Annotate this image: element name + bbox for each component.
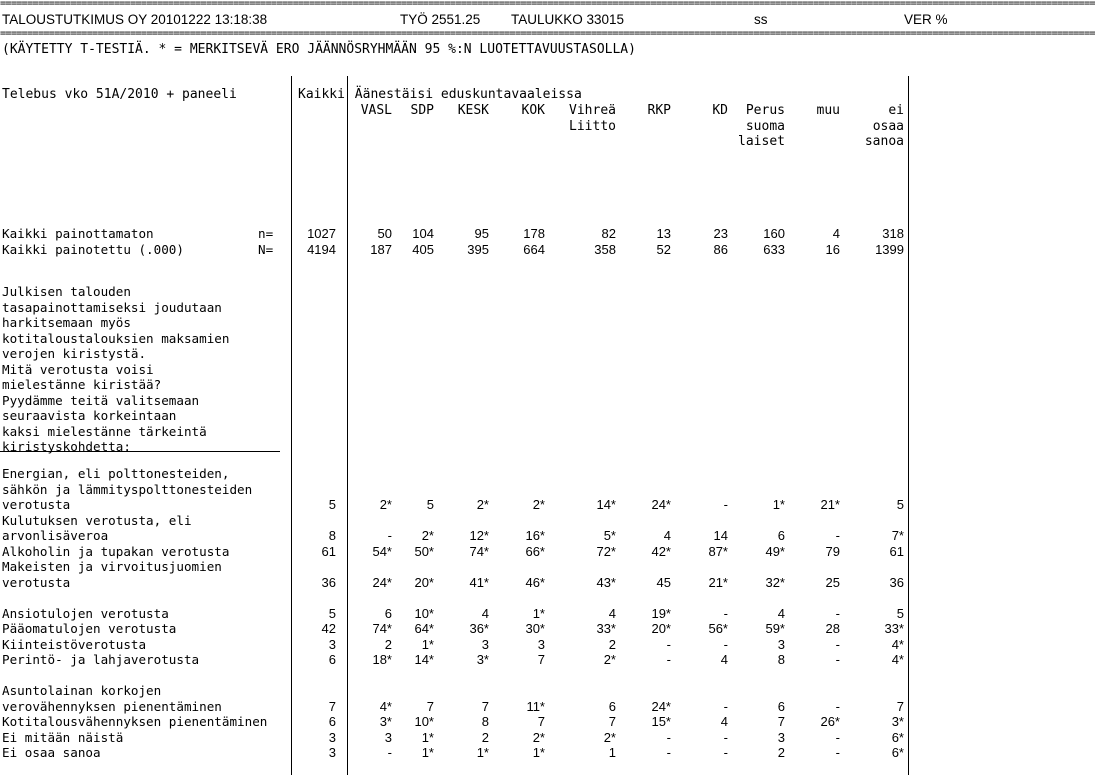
table-row (0, 559, 960, 575)
value-cell: 6 (328, 652, 336, 667)
row-label: Ei mitään näistä (2, 729, 124, 745)
value-cell: 6 (777, 698, 785, 714)
column-header: KD (712, 103, 728, 118)
value-cell: 64* (414, 621, 434, 636)
value-cell: 24* (372, 574, 392, 590)
value-cell: 7 (537, 714, 545, 729)
value-cell: 1* (532, 745, 545, 760)
value-cell: 19* (651, 605, 671, 621)
value-cell: 7 (777, 714, 785, 729)
question-line: kaksi mielestänne tärkeintä (2, 423, 207, 439)
value-cell: 61 (889, 543, 904, 559)
value-cell: 1* (421, 745, 434, 760)
value-cell: 50* (414, 543, 434, 559)
value-cell: - (387, 528, 392, 543)
row-label: verotusta (2, 497, 71, 512)
value-cell: 664 (523, 241, 545, 257)
value-cell: 95 (474, 226, 489, 241)
value-cell: 5 (426, 497, 434, 512)
value-cell: 86 (713, 241, 728, 257)
org-timestamp: TALOUSTUTKIMUS OY 20101222 13:18:38 (2, 12, 268, 27)
value-cell: 21* (708, 574, 728, 590)
value-cell: 4 (832, 226, 840, 241)
value-cell: 6 (384, 605, 392, 621)
value-cell: - (835, 729, 840, 745)
value-cell: 4* (379, 698, 392, 714)
column-header: SDP (410, 103, 434, 118)
table-row (0, 242, 960, 258)
value-cell: 61 (321, 543, 336, 559)
value-cell: 3* (891, 714, 904, 729)
value-cell: 3 (328, 745, 336, 760)
value-cell: 24* (651, 497, 671, 512)
value-cell: 6* (891, 729, 904, 745)
value-cell: 3 (777, 636, 785, 652)
row-label: Perintö- ja lahjaverotusta (2, 652, 200, 667)
table-row (0, 497, 960, 513)
value-cell: 16* (525, 528, 545, 543)
question-line: kiristyskohdetta: (2, 439, 131, 454)
table-row (0, 652, 960, 668)
value-cell: 1* (772, 497, 785, 512)
row-label: Asuntolainan korkojen (2, 683, 162, 698)
value-cell: 18* (372, 652, 392, 667)
bottom-separator: ========================================================================================================================================================================================================== (0, 28, 1095, 39)
value-cell: 2 (777, 745, 785, 760)
row-label: Kotitalousvähennyksen pienentäminen (2, 714, 268, 729)
value-cell: 26* (820, 714, 840, 729)
value-cell: - (835, 528, 840, 543)
value-cell: 46* (525, 574, 545, 590)
value-cell: 10* (414, 714, 434, 729)
question-line: verojen kiristystä. (2, 346, 147, 361)
value-cell: 13 (656, 226, 671, 241)
value-cell: 7 (481, 698, 489, 714)
value-cell: 16 (825, 241, 840, 257)
table-row (0, 606, 960, 622)
value-cell: 10* (414, 605, 434, 621)
value-cell: 3 (537, 636, 545, 652)
value-cell: 4 (663, 528, 671, 543)
value-cell: 59* (765, 621, 785, 636)
value-cell: 21* (820, 497, 840, 512)
value-cell: 33* (884, 621, 904, 636)
value-cell: 4* (891, 636, 904, 652)
question-line: seuraavista korkeintaan (2, 408, 177, 423)
value-cell: 54* (372, 543, 392, 559)
table-row (0, 637, 960, 653)
value-cell: - (835, 745, 840, 760)
value-cell: 8 (328, 528, 336, 543)
value-cell: 187 (370, 241, 392, 257)
value-cell: 2 (384, 636, 392, 652)
value-cell: 6 (608, 698, 616, 714)
value-cell: 36* (469, 621, 489, 636)
table-row (0, 714, 960, 730)
table-row (0, 730, 960, 746)
question-line: Pyydämme teitä valitsemaan (2, 392, 200, 408)
count-label: n= (258, 226, 274, 241)
value-cell: 56* (708, 621, 728, 636)
value-cell: 2* (421, 528, 434, 543)
row-label: verovähennyksen pienentäminen (2, 698, 222, 714)
row-label: Pääomatulojen verotusta (2, 621, 177, 636)
row-label: Ansiotulojen verotusta (2, 605, 169, 621)
value-cell: - (723, 605, 728, 621)
table-row (0, 621, 960, 637)
value-cell: 4 (720, 714, 728, 729)
value-cell: 24* (651, 698, 671, 714)
row-label: Ei osaa sanoa (2, 745, 101, 760)
value-cell: 7 (537, 652, 545, 667)
value-cell: 1399 (875, 241, 904, 257)
value-cell: 25 (825, 574, 840, 590)
value-cell: 4 (481, 605, 489, 621)
job-number: TYÖ 2551.25 (400, 12, 481, 27)
value-cell: 7 (328, 698, 336, 714)
row-label: Kaikki painottamaton (2, 226, 154, 241)
column-header: KESK (457, 103, 489, 118)
value-cell: 43* (596, 574, 616, 590)
value-cell: 4* (891, 652, 904, 667)
value-cell: 178 (523, 226, 545, 241)
value-cell: - (666, 745, 671, 760)
table-row (0, 668, 960, 684)
value-cell: 72* (596, 543, 616, 559)
value-cell: 74* (469, 543, 489, 559)
question-line: tasapainottamiseksi joudutaan (2, 299, 222, 315)
value-cell: - (723, 636, 728, 652)
value-cell: 82 (601, 226, 616, 241)
value-cell: 14* (596, 497, 616, 512)
value-cell: 20* (651, 621, 671, 636)
table-row (0, 513, 960, 529)
value-cell: 318 (882, 226, 904, 241)
value-cell: 2* (532, 497, 545, 512)
version-label: VER % (904, 12, 948, 27)
value-cell: 42* (651, 543, 671, 559)
value-cell: - (723, 497, 728, 512)
value-cell: 4194 (307, 241, 336, 257)
column-header: muu (816, 103, 840, 118)
table-row (0, 528, 960, 544)
value-cell: 5 (328, 497, 336, 512)
value-cell: 4 (720, 652, 728, 667)
value-cell: 4 (608, 605, 616, 621)
value-cell: 5 (896, 605, 904, 621)
value-cell: 2* (476, 497, 489, 512)
value-cell: 3 (384, 729, 392, 745)
value-cell: 104 (412, 226, 434, 241)
table-row (0, 482, 960, 498)
value-cell: 8 (481, 714, 489, 729)
value-cell: 1 (608, 745, 616, 760)
value-cell: 5 (896, 497, 904, 512)
value-cell: 3 (481, 636, 489, 652)
value-cell: 11* (526, 698, 545, 714)
value-cell: 42 (321, 621, 336, 636)
value-cell: 49* (765, 543, 785, 559)
value-cell: 87* (708, 543, 728, 559)
value-cell: 633 (763, 241, 785, 257)
value-cell: 7 (608, 714, 616, 729)
value-cell: 405 (412, 241, 434, 257)
table-row (0, 745, 960, 761)
value-cell: 36 (321, 574, 336, 590)
value-cell: 1027 (307, 226, 336, 241)
value-cell: 358 (594, 241, 616, 257)
row-label: Kiinteistöverotusta (2, 636, 147, 652)
value-cell: 15* (651, 714, 671, 729)
value-cell: 395 (467, 241, 489, 257)
column-header: RKP (647, 103, 671, 118)
value-cell: 14* (414, 652, 434, 667)
row-label: Kulutuksen verotusta, eli (2, 512, 192, 528)
table-title: Telebus vko 51A/2010 + paneeli (2, 87, 237, 102)
value-cell: 7* (891, 528, 904, 543)
question-line: mielestänne kiristää? (2, 377, 162, 392)
value-cell: - (723, 698, 728, 714)
value-cell: - (835, 698, 840, 714)
value-cell: 52 (656, 241, 671, 257)
value-cell: 32* (765, 574, 785, 590)
value-cell: 7 (896, 698, 904, 714)
value-cell: - (666, 636, 671, 652)
value-cell: 23 (713, 226, 728, 241)
value-cell: 8 (777, 652, 785, 667)
column-header: KOK (521, 103, 545, 118)
value-cell: 14 (713, 528, 728, 543)
question-line: Mitä verotusta voisi (2, 361, 154, 377)
table-row (0, 699, 960, 715)
value-cell: 2 (608, 636, 616, 652)
value-cell: 33* (596, 621, 616, 636)
total-column-label: Kaikki (298, 87, 345, 102)
row-label: sähkön ja lämmityspolttonesteiden (2, 481, 253, 497)
table-number: TAULUKKO 33015 (511, 12, 625, 27)
value-cell: - (723, 745, 728, 760)
value-cell: - (723, 729, 728, 745)
value-cell: 6 (777, 528, 785, 543)
value-cell: 1* (476, 745, 489, 760)
value-cell: 5 (328, 605, 336, 621)
value-cell: 30* (525, 621, 545, 636)
value-cell: 12* (469, 528, 489, 543)
value-cell: 3* (379, 714, 392, 729)
value-cell: 79 (825, 543, 840, 559)
value-cell: - (835, 652, 840, 667)
column-header: Vihreä Liitto (569, 103, 616, 134)
value-cell: 2* (532, 729, 545, 745)
value-cell: 1* (421, 729, 434, 745)
value-cell: 7 (426, 698, 434, 714)
group-header (298, 87, 582, 102)
value-cell: - (835, 636, 840, 652)
row-label: verotusta (2, 574, 71, 590)
row-label: Kaikki painotettu (.000) (2, 241, 184, 257)
value-cell: 20* (414, 574, 434, 590)
value-cell: - (666, 729, 671, 745)
value-cell: 74* (372, 621, 392, 636)
value-cell: 3 (777, 729, 785, 745)
value-cell: 6 (328, 714, 336, 729)
row-label: Makeisten ja virvoitusjuomien (2, 559, 222, 574)
value-cell: - (835, 605, 840, 621)
value-cell: 41* (469, 574, 489, 590)
value-cell: 3 (328, 636, 336, 652)
column-header: ei osaa sanoa (864, 103, 904, 149)
table-row (0, 575, 960, 591)
value-cell: 2* (379, 497, 392, 512)
count-label: N= (258, 241, 274, 257)
value-cell: 1* (532, 605, 545, 621)
question-line: harkitsemaan myös (2, 315, 131, 330)
value-cell: 45 (656, 574, 671, 590)
table-row (0, 590, 960, 606)
value-cell: 2 (481, 729, 489, 745)
question-line: kotitaloustalouksien maksamien (2, 330, 230, 346)
ss-label: ss (754, 12, 768, 27)
row-label: Alkoholin ja tupakan verotusta (2, 543, 230, 559)
top-separator: ========================================================================================================================================================================================================== (0, 0, 1095, 9)
table-row (0, 544, 960, 560)
row-label: Energian, eli polttonesteiden, (2, 466, 230, 481)
value-cell: 1* (421, 636, 434, 652)
group-subtitle: Äänestäisi eduskuntavaaleissa (354, 87, 582, 102)
table-row (0, 466, 960, 482)
value-cell: - (387, 745, 392, 760)
table-row (0, 226, 960, 242)
column-header: VASL (360, 103, 392, 118)
table-row (0, 683, 960, 699)
value-cell: 28 (825, 621, 840, 636)
value-cell: - (666, 652, 671, 667)
value-cell: 160 (763, 226, 785, 241)
column-header: Perus suoma laiset (738, 103, 785, 149)
value-cell: 3 (328, 729, 336, 745)
value-cell: 2* (603, 652, 616, 667)
value-cell: 6* (891, 745, 904, 760)
value-cell: 50 (377, 226, 392, 241)
value-cell: 5* (603, 528, 616, 543)
value-cell: 2* (603, 729, 616, 745)
value-cell: 36 (889, 574, 904, 590)
value-cell: 3* (476, 652, 489, 667)
value-cell: 66* (525, 543, 545, 559)
row-label: arvonlisäveroa (2, 528, 109, 543)
value-cell: 4 (777, 605, 785, 621)
significance-note: (KÄYTETTY T-TESTIÄ. * = MERKITSEVÄ ERO JÄÄNNÖSRYHMÄÄN 95 %:N LUOTETTAVUUSTASOLLA) (2, 42, 636, 57)
question-line: Julkisen talouden (2, 284, 131, 299)
